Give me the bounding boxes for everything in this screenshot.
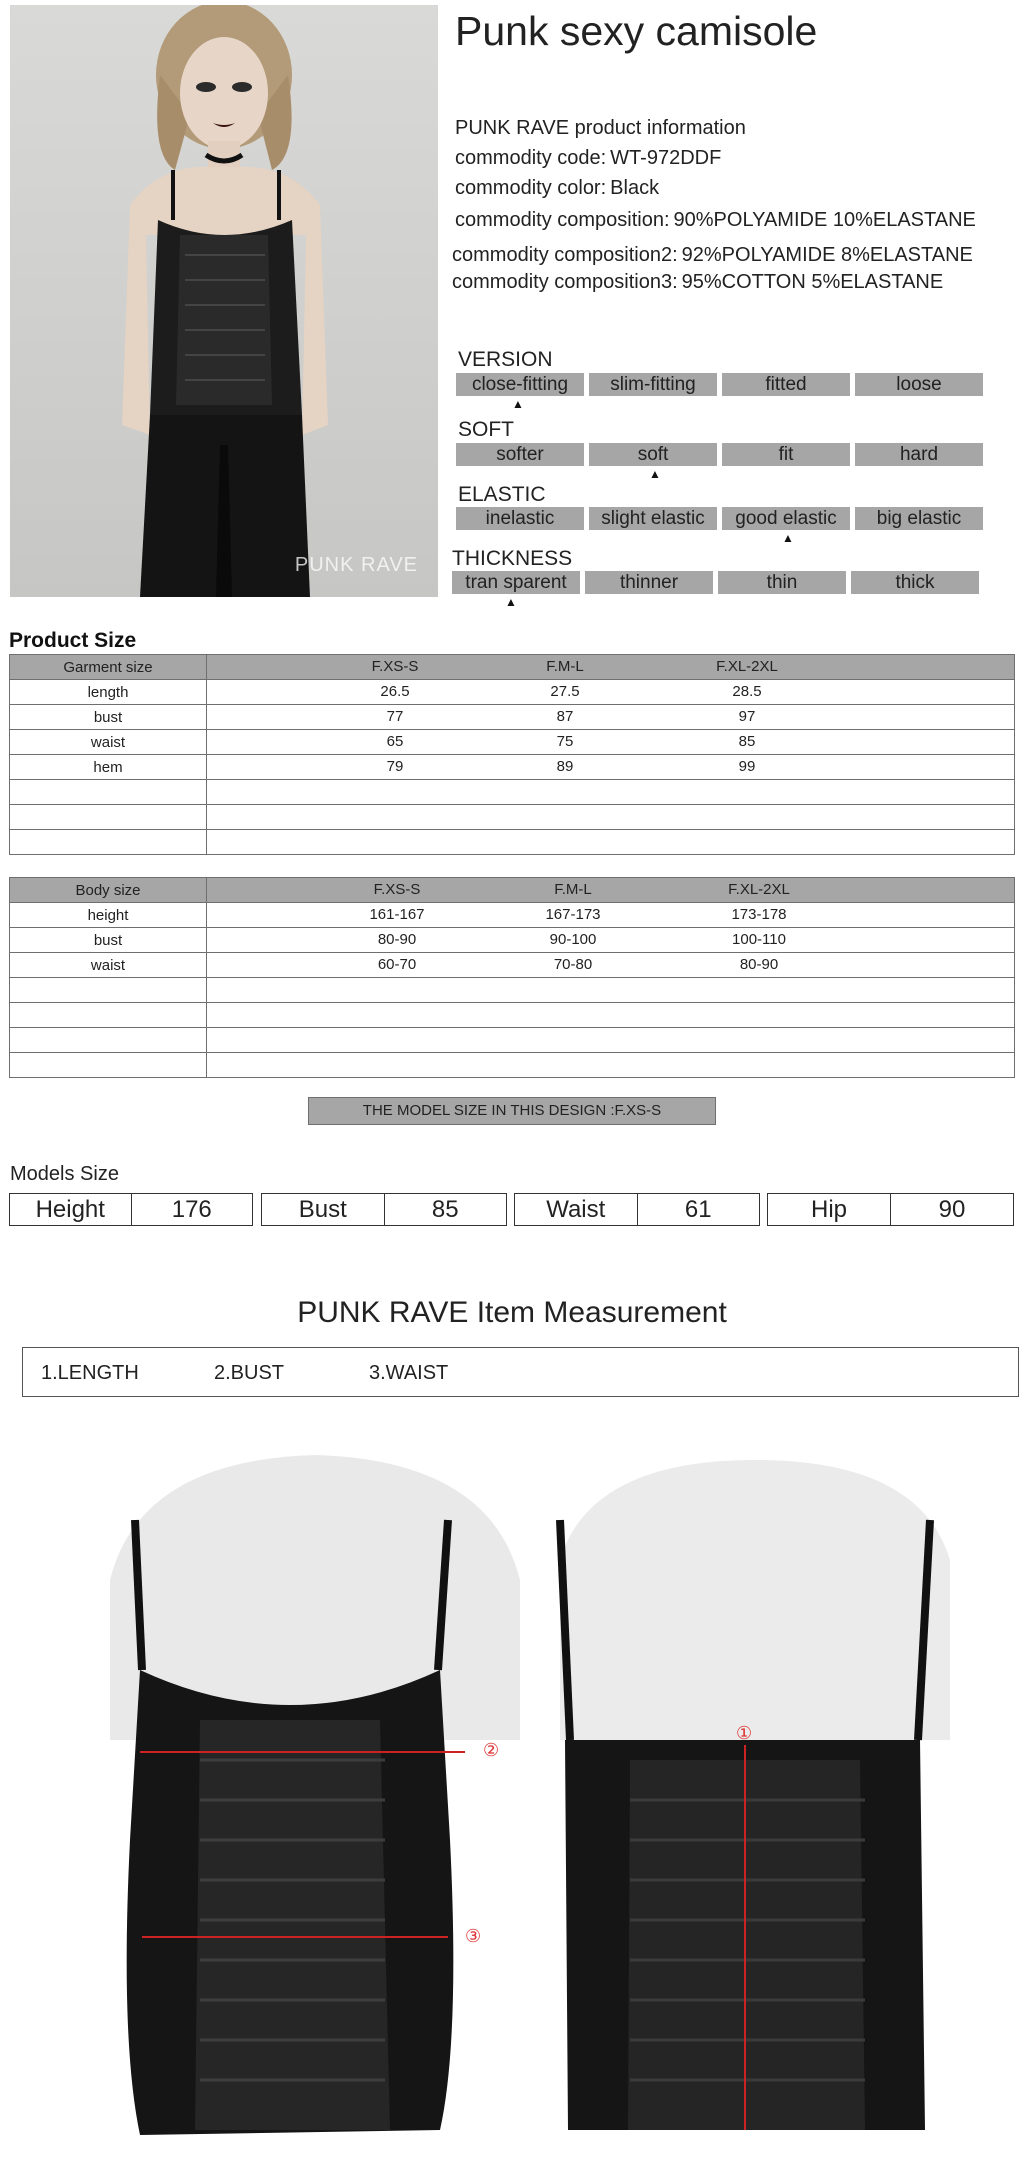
attr-option: soft [589,443,717,466]
row-label: bust [10,705,207,730]
size-headers [207,655,1015,680]
row-values: 79 89 99 [207,755,1015,780]
model-stat-label: Height [10,1194,132,1225]
empty-row [10,978,1015,1003]
product-title: Punk sexy camisole [455,8,818,54]
table-row [10,705,1015,730]
info-line: commodity composition2: 92%POLYAMIDE 8%ELASTANE [452,244,973,266]
measure-item: 3.WAIST [369,1362,449,1384]
measure-item: 1.LENGTH [41,1362,139,1384]
model-stat-value: 85 [431,1196,459,1223]
table-row [10,680,1015,705]
attr-option: slim-fitting [589,373,717,396]
info-line: PUNK RAVE product information [455,117,746,139]
garment-front-view [80,1440,550,2175]
attr-option: tran sparent [452,571,580,594]
table-row [10,928,1015,953]
marker-length: ① [736,1723,753,1743]
model-stat-label: Bust [262,1194,385,1225]
size-label: F.XS-S [373,881,421,898]
attr-option: good elastic [722,507,850,530]
header-cell: Garment size [10,655,207,680]
attr-thickness-row [452,571,979,594]
info-line: commodity color: Black [455,177,660,199]
row-label: height [10,903,207,928]
garment-back-illustration [520,1440,990,2175]
selected-marker-icon: ▲ [782,531,794,545]
row-label: waist [10,953,207,978]
table-row [10,953,1015,978]
attr-soft-label: SOFT [458,418,514,441]
product-size-title: Product Size [9,629,137,652]
empty-row [10,780,1015,805]
attr-option: thick [851,571,979,594]
attr-elastic-label: ELASTIC [458,483,546,506]
measurement-legend [22,1347,1019,1397]
info-line: commodity code: WT-972DDF [455,147,722,169]
marker-waist: ③ [465,1926,482,1946]
row-values: 65 75 85 [207,730,1015,755]
model-size-note: THE MODEL SIZE IN THIS DESIGN :F.XS-S [308,1097,716,1125]
model-stat-value: 176 [171,1196,212,1223]
selected-marker-icon: ▲ [505,595,517,609]
attr-thickness-label: THICKNESS [452,547,573,570]
model-height-box [9,1193,253,1226]
attr-option: softer [456,443,584,466]
info-line: commodity composition3: 95%COTTON 5%ELASTANE [452,271,944,293]
models-size-title: Models Size [10,1163,119,1185]
body-size-table [9,877,1015,1078]
measurement-title: PUNK RAVE Item Measurement [297,1296,727,1329]
model-photo [10,5,438,597]
attr-soft-row [456,443,983,466]
model-stat-label: Hip [768,1194,891,1225]
size-label: F.M-L [546,658,584,675]
attr-elastic-row [456,507,983,530]
row-values: 80-90 90-100 100-110 [207,928,1015,953]
size-label: F.M-L [554,881,592,898]
table-row [10,755,1015,780]
attr-option: thinner [585,571,713,594]
measure-item: 2.BUST [214,1362,285,1384]
marker-bust: ② [483,1740,500,1760]
row-values: 60-70 70-80 80-90 [207,953,1015,978]
attr-version-label: VERSION [458,348,553,371]
model-stat-value: 61 [684,1196,712,1223]
attr-option: thin [718,571,846,594]
row-label: waist [10,730,207,755]
model-hip-box [767,1193,1014,1226]
attr-option: loose [855,373,983,396]
size-label: F.XS-S [371,658,419,675]
attr-option: inelastic [456,507,584,530]
info-line: commodity composition: 90%POLYAMIDE 10%ELASTANE [455,209,976,231]
row-label: length [10,680,207,705]
row-label: hem [10,755,207,780]
attr-option: slight elastic [589,507,717,530]
table-header-row [10,878,1015,903]
empty-row [10,805,1015,830]
model-stat-label: Waist [515,1194,638,1225]
attr-option: fit [722,443,850,466]
row-label: bust [10,928,207,953]
model-stat-value: 90 [938,1196,966,1223]
selected-marker-icon: ▲ [512,397,524,411]
attr-version-row [456,373,983,396]
table-header-row [10,655,1015,680]
empty-row [10,830,1015,855]
selected-marker-icon: ▲ [649,467,661,481]
empty-row [10,1028,1015,1053]
model-bust-box [261,1193,507,1226]
empty-row [10,1003,1015,1028]
garment-size-table [9,654,1015,855]
size-label: F.XL-2XL [728,881,790,898]
row-values: 26.5 27.5 28.5 [207,680,1015,705]
empty-row [10,1053,1015,1078]
table-row [10,903,1015,928]
garment-back-view [520,1440,990,2175]
row-values: 77 87 97 [207,705,1015,730]
size-label: F.XL-2XL [716,658,778,675]
attr-option: fitted [722,373,850,396]
table-row [10,730,1015,755]
watermark: PUNK RAVE [294,554,418,576]
garment-front-illustration [80,1440,550,2175]
attr-option: close-fitting [456,373,584,396]
row-values: 161-167 167-173 173-178 [207,903,1015,928]
attr-option: hard [855,443,983,466]
size-headers [207,878,1015,903]
model-illustration [10,5,438,597]
attr-option: big elastic [855,507,983,530]
model-waist-box [514,1193,760,1226]
header-cell: Body size [10,878,207,903]
